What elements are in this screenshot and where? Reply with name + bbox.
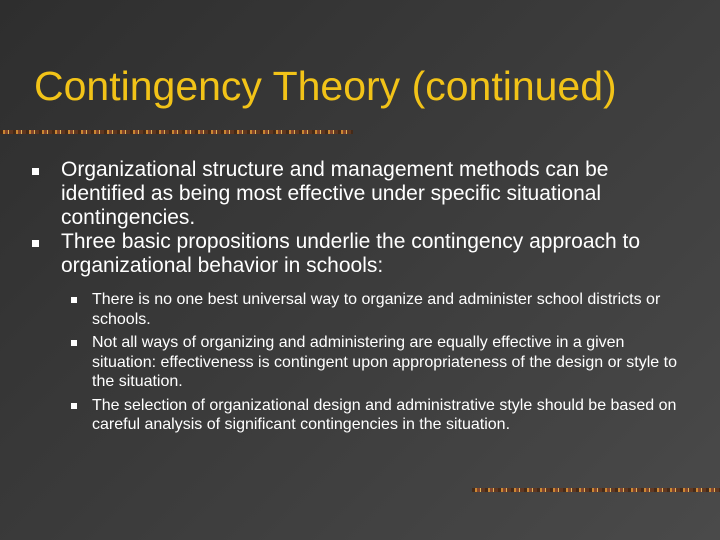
slide-body: [31, 158, 691, 439]
square-bullet-icon: [71, 340, 77, 346]
slide-title: Contingency Theory (continued): [34, 63, 617, 109]
sub-bullet-item: [31, 290, 691, 329]
footer-divider: [472, 488, 720, 492]
sub-bullet-text: There is no one best universal way to organize and administer school districts or schools.: [92, 291, 661, 328]
bullet-text: Organizational structure and management methods can be identified as being most effective under specific situational contingencies.: [61, 158, 609, 229]
square-bullet-icon: [32, 240, 39, 247]
square-bullet-icon: [71, 297, 77, 303]
square-bullet-icon: [71, 403, 77, 409]
sub-bullet-item: [31, 396, 691, 435]
sub-bullet-text: Not all ways of organizing and administering are equally effective in a given situation: effectiveness is contingent upon appropriateness of the design or style to the situation.: [92, 334, 677, 390]
bullet-item: [31, 158, 691, 230]
square-bullet-icon: [32, 168, 39, 175]
sub-bullet-list: [31, 290, 691, 435]
sub-bullet-item: [31, 333, 691, 392]
bullet-text: Three basic propositions underlie the contingency approach to organizational behavior in schools:: [61, 230, 641, 277]
title-divider: [0, 130, 353, 134]
bullet-item: [31, 230, 691, 278]
sub-bullet-text: The selection of organizational design and administrative style should be based on careful analysis of significant contingencies in the situation.: [92, 396, 677, 433]
